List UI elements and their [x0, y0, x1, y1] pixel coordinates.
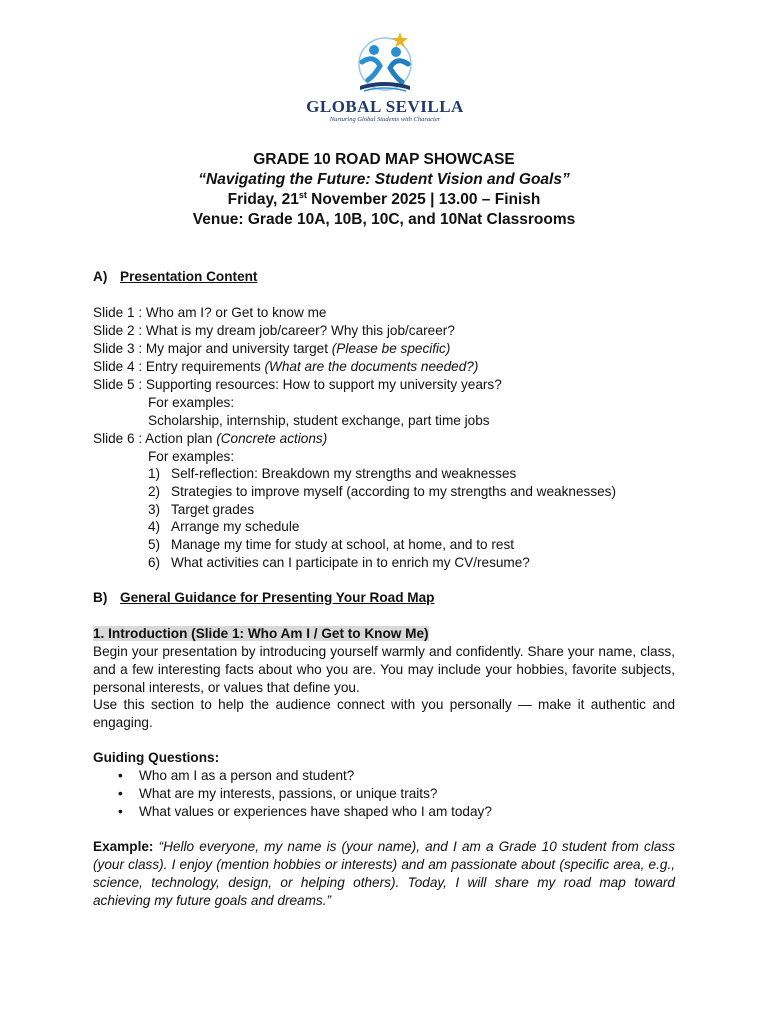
action-item: 2) Strategies to improve myself (according to my strengths and weaknesses) — [148, 484, 617, 499]
action-item: 5) Manage my time for study at school, at home, and to rest — [148, 537, 515, 552]
document-title: GRADE 10 ROAD MAP SHOWCASE — [253, 151, 515, 168]
section-a-title: Presentation Content — [120, 269, 258, 284]
list-item: • Who am I as a person and student? — [118, 768, 355, 783]
slide-line: Slide 6 : Action plan (Concrete actions) — [93, 431, 328, 446]
action-item: 1) Self-reflection: Breakdown my strengths and weaknesses — [148, 466, 517, 481]
date-prefix: Friday, 21 — [227, 191, 299, 208]
slide-line: Slide 2 : What is my dream job/career? Why this job/career? — [93, 323, 455, 338]
examples-label: For examples: — [148, 449, 235, 464]
list-item: • What values or experiences have shaped who I am today? — [118, 804, 492, 819]
section-b-heading — [93, 589, 434, 607]
document-header — [0, 150, 768, 230]
action-item: 6) What activities can I participate in to enrich my CV/resume? — [148, 555, 530, 570]
event-date — [0, 190, 768, 210]
event-venue: Venue: Grade 10A, 10B, 10C, and 10Nat Classrooms — [192, 211, 576, 228]
intro-heading: 1. Introduction (Slide 1: Who Am I / Get to Know Me) — [93, 626, 429, 641]
section-b-title: General Guidance for Presenting Your Road Map — [120, 590, 435, 605]
guiding-questions-list — [118, 767, 492, 821]
logo-tagline: Nurturing Global Students with Character — [329, 116, 441, 123]
intro-paragraph-2: Use this section to help the audience connect with you personally — make it authentic and engaging. — [93, 697, 675, 730]
action-item: 4) Arrange my schedule — [148, 519, 300, 534]
global-sevilla-emblem-icon — [340, 28, 430, 98]
example-label: Example: — [93, 839, 154, 854]
example-text: “Hello everyone, my name is (your name), and I am a Grade 10 student from class (your class). I enjoy (mention hobbies or interests) and am passionate about (specific area, e.g., science, technology, design, or helping others). Today, I will share my road map toward achieving my future goals and dreams.” — [93, 839, 675, 908]
section-b-letter: B) — [93, 590, 108, 605]
date-suffix: November 2025 | 13.00 – Finish — [306, 191, 541, 208]
slide-line: Slide 1 : Who am I? or Get to know me — [93, 305, 327, 320]
action-item: 3) Target grades — [148, 502, 255, 517]
intro-paragraph: Begin your presentation by introducing yourself warmly and confidently. Share your name, class, and a few interesting facts about who you are. You may include your hobbies, favorite subjects, personal interests, or values that define you. — [93, 644, 675, 695]
date-superscript: st — [298, 189, 307, 200]
document-subtitle: “Navigating the Future: Student Vision and Goals” — [198, 171, 570, 188]
section-a-letter: A) — [93, 269, 108, 284]
examples-text: Scholarship, internship, student exchange, part time jobs — [148, 413, 490, 428]
school-logo — [300, 28, 470, 128]
section-a-heading — [93, 268, 257, 286]
slide-line: Slide 3 : My major and university target (Please be specific) — [93, 341, 451, 356]
list-item: • What are my interests, passions, or unique traits? — [118, 786, 438, 801]
logo-name: GLOBAL SEVILLA — [306, 97, 464, 116]
slide-line: Slide 5 : Supporting resources: How to support my university years? — [93, 377, 502, 392]
guiding-questions-label: Guiding Questions: — [93, 750, 220, 765]
slide-line: Slide 4 : Entry requirements (What are the documents needed?) — [93, 359, 479, 374]
examples-label: For examples: — [148, 395, 235, 410]
example-paragraph — [93, 838, 675, 910]
